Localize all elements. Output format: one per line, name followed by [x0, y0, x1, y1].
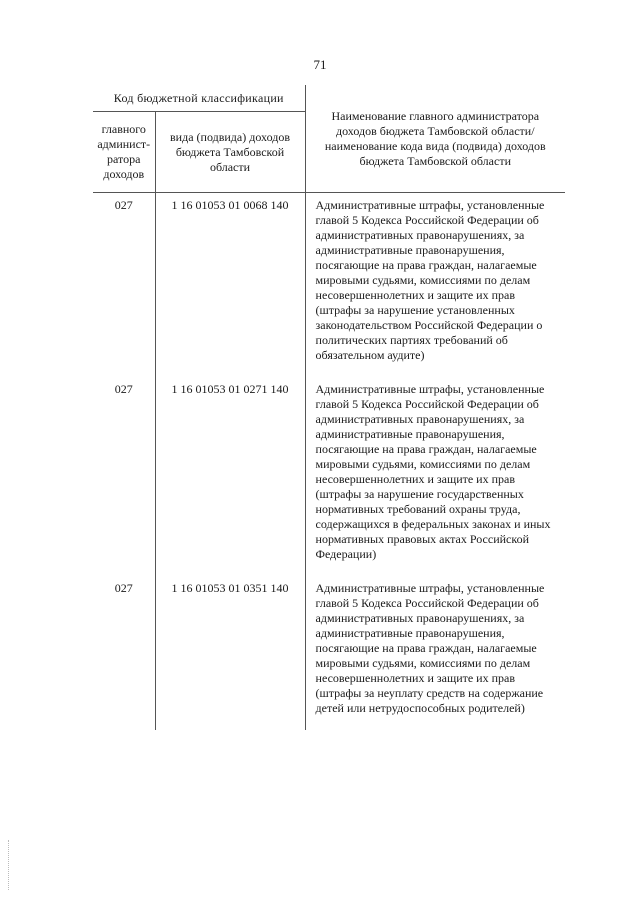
revenue-code-cell: 1 16 01053 01 0068 140	[155, 193, 305, 378]
revenue-name-cell: Административные штрафы, установленные главой 5 Кодекса Российской Федерации об административных правонарушениях, за административные правонарушения, посягающие на права граждан, налагаемые мировыми судьями, комиссиями по делам несовершеннолетних и защите их прав (штрафы за нарушение государственных нормативных требований охраны труда, содержащихся в федеральных законах и иных нормативных правовых актах Российской Федерации)	[315, 382, 551, 561]
header-budget-classification-code: Код бюджетной классификации	[93, 85, 305, 112]
revenue-name-cell: Административные штрафы, установленные главой 5 Кодекса Российской Федерации об административных правонарушениях, за административные правонарушения, посягающие на права граждан, налагаемые мировыми судьями, комиссиями по делам несовершеннолетних и защите их прав (штрафы за нарушение установленных законодательством Российской Федерации о политических партиях требований об обязательном аудите)	[315, 198, 545, 362]
table-row	[93, 576, 565, 730]
revenue-code-cell: 1 16 01053 01 0351 140	[155, 576, 305, 730]
header-main-administrator: главного админист-ратора доходов	[93, 112, 155, 193]
revenue-code-cell: 1 16 01053 01 0271 140	[155, 377, 305, 576]
header-revenue-type-code: вида (подвида) доходов бюджета Тамбовской области	[155, 112, 305, 193]
table-row	[93, 193, 565, 378]
admin-code-cell: 027	[93, 576, 155, 730]
scan-edge-marks	[8, 840, 11, 890]
admin-code-cell: 027	[93, 377, 155, 576]
header-administrator-name: Наименование главного администратора доходов бюджета Тамбовской области/наименование кода вида (подвида) доходов бюджета Тамбовской области	[305, 85, 565, 193]
table-header	[93, 85, 565, 193]
page-number: 71	[313, 57, 327, 72]
table-body	[93, 193, 565, 731]
revenue-name-cell: Административные штрафы, установленные главой 5 Кодекса Российской Федерации об административных правонарушениях, за административные правонарушения, посягающие на права граждан, налагаемые мировыми судьями, комиссиями по делам несовершеннолетних и защите их прав (штрафы за неуплату средств на содержание детей или нетрудоспособных родителей)	[315, 581, 545, 715]
budget-classification-table	[93, 85, 565, 730]
table-row	[93, 377, 565, 576]
admin-code-cell: 027	[93, 193, 155, 378]
